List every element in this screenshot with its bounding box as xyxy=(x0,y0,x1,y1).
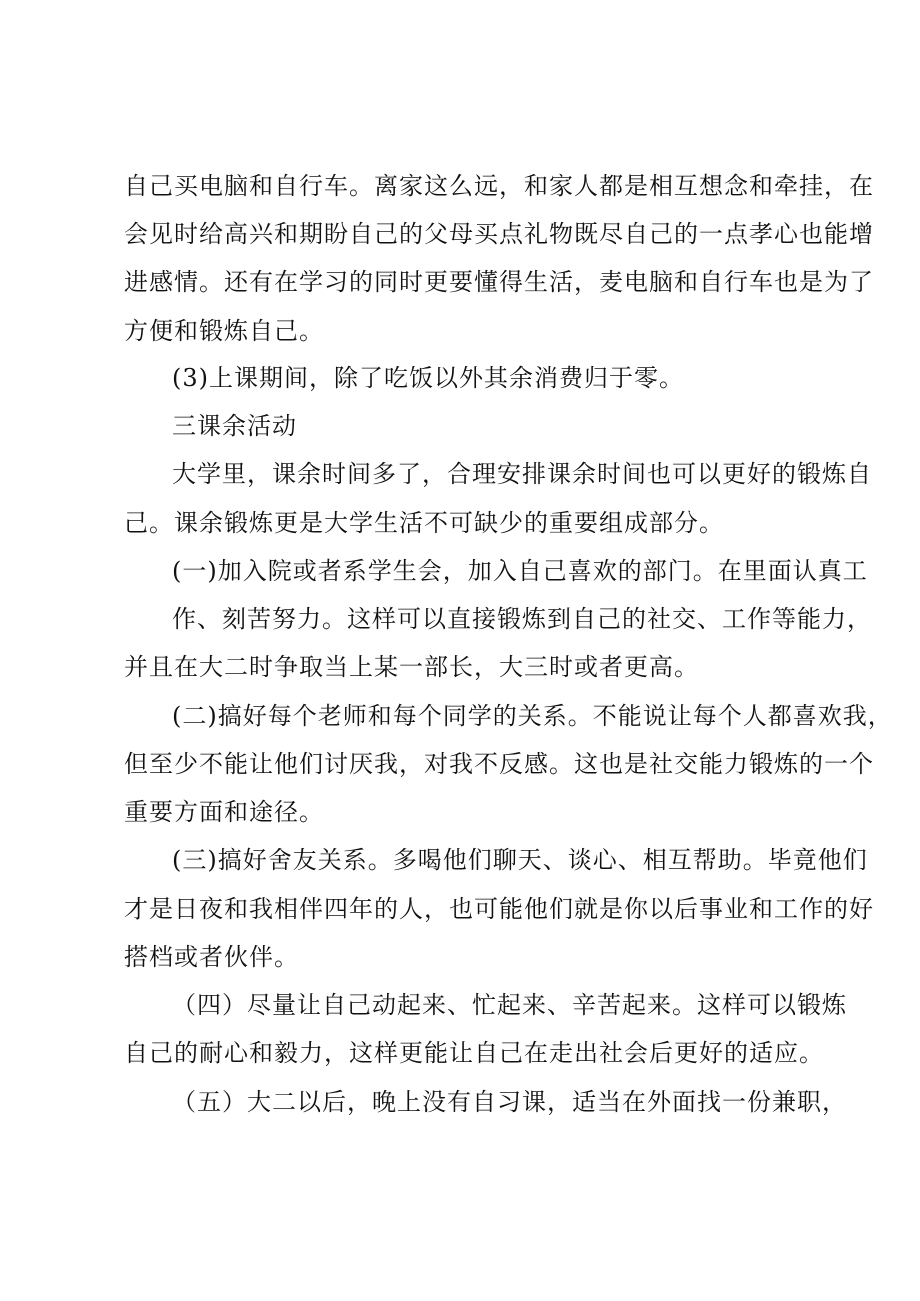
text-line: (三)搞好舍友关系。多喝他们聊天、谈心、相互帮助。毕竟他们 xyxy=(172,846,868,874)
text-line: 重要方面和途径。 xyxy=(124,798,324,826)
text-line: (3)上课期间，除了吃饭以外其余消费归于零。 xyxy=(172,364,684,392)
section-heading: 三课余活动 xyxy=(172,412,297,440)
text-line: 才是日夜和我相伴四年的人，也可能他们就是你以后事业和工作的好 xyxy=(124,895,874,923)
text-line: 方便和锻炼自己。 xyxy=(124,317,324,345)
text-line: 大学里，课余时间多了，合理安排课余时间也可以更好的锻炼自 xyxy=(172,460,872,488)
text-line: 自己买电脑和自行车。离家这么远，和家人都是相互想念和牵挂，在 xyxy=(124,172,874,200)
text-line: 自己的耐心和毅力，这样更能让自己在走出社会后更好的适应。 xyxy=(124,1039,824,1067)
text-line: 己。课余锻炼更是大学生活不可缺少的重要组成部分。 xyxy=(124,509,724,537)
text-line: 进感情。还有在学习的同时更要懂得生活，麦电脑和自行车也是为了 xyxy=(124,268,874,296)
text-line: 但至少不能让他们讨厌我，对我不反感。这也是社交能力锻炼的一个 xyxy=(124,750,874,778)
text-line: （五）大二以后，晚上没有自习课，适当在外面找一份兼职， xyxy=(172,1088,847,1116)
text-line: 作、刻苦努力。这样可以直接锻炼到自己的社交、工作等能力， xyxy=(172,605,872,633)
text-line: 搭档或者伙伴。 xyxy=(124,943,299,971)
text-line: 会见时给高兴和期盼自己的父母买点礼物既尽自己的一点孝心也能增 xyxy=(124,220,874,248)
text-line: (一)加入院或者系学生会，加入自己喜欢的部门。在里面认真工 xyxy=(172,557,868,585)
text-line: (二)搞好每个老师和每个同学的关系。不能说让每个人都喜欢我， xyxy=(172,702,893,730)
text-line: 并且在大二时争取当上某一部长，大三时或者更高。 xyxy=(124,653,699,681)
text-line: （四）尽量让自己动起来、忙起来、辛苦起来。这样可以锻炼 xyxy=(172,991,847,1019)
